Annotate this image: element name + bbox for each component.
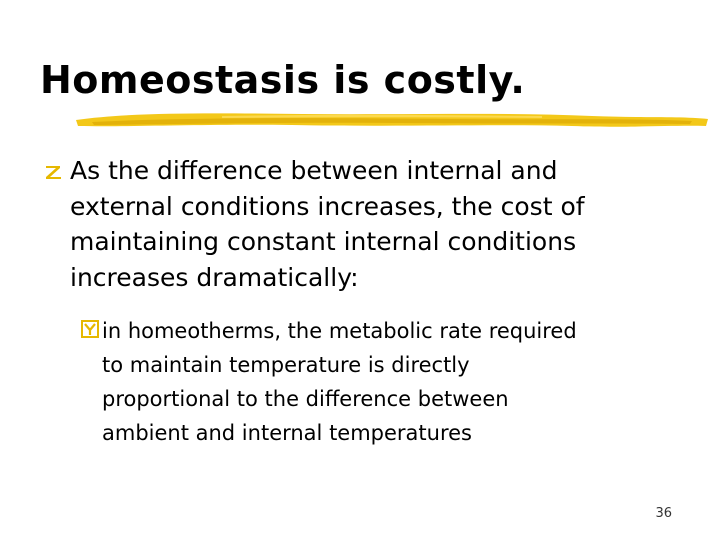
title-underline-brushstroke bbox=[72, 104, 712, 132]
sub-bullet-item bbox=[80, 314, 700, 450]
bullet-text: As the difference between internal and external conditions increases, the cost of maintaining constant internal conditions increases dramatically: bbox=[70, 156, 585, 292]
y-box-bullet-icon bbox=[80, 314, 102, 344]
sub-bullet-text: in homeotherms, the metabolic rate required to maintain temperature is directly proportional to the difference between ambient and internal temperatures bbox=[102, 319, 577, 445]
bullet-item bbox=[42, 153, 682, 295]
page-number: 36 bbox=[655, 506, 672, 521]
slide-title: Homeostasis is costly. bbox=[40, 58, 526, 102]
z-bullet-icon bbox=[42, 153, 70, 189]
